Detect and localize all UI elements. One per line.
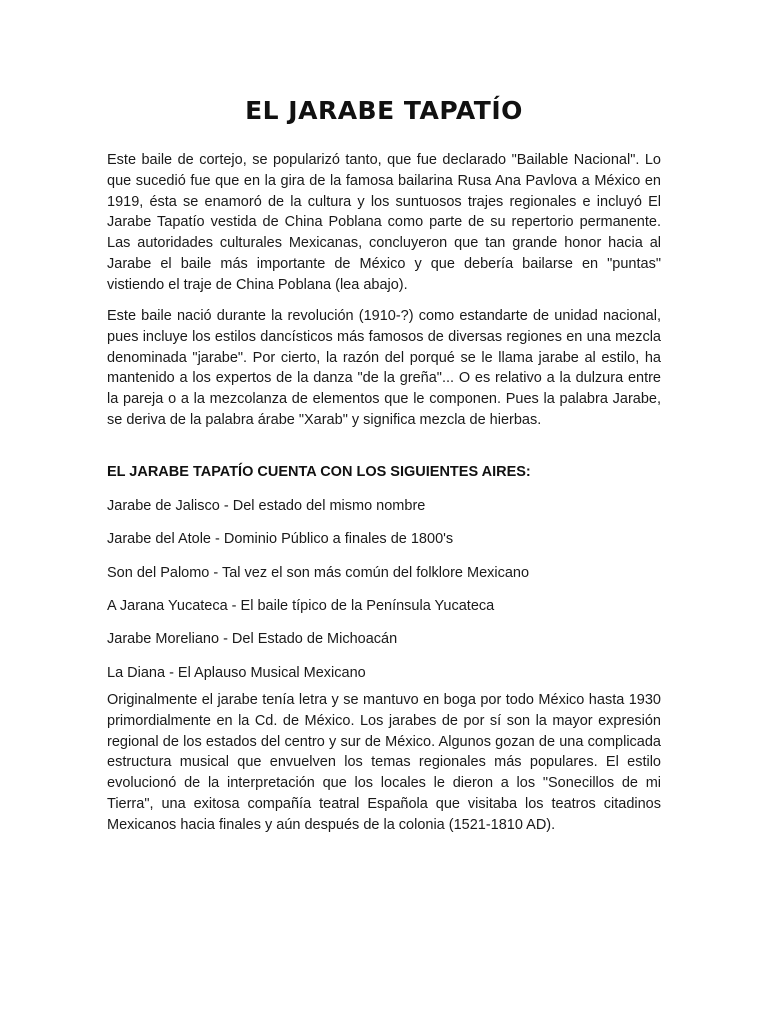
aire-item-la-diana: La Diana - El Aplauso Musical Mexicano: [107, 665, 366, 681]
paragraph-origin: Este baile nació durante la revolución (1910-?) como estandarte de unidad nacional, pues incluye los estilos dancísticos más famosos de diversas regiones en una mezcla denominada "jarabe". Por cierto, la razón del porqué se le llama jarabe al estilo, ha mantenido a los expertos de la danza "de la greña"... O es relativo a la dulzura entre la pareja o a la mezcolanza de elementos que le componen. Pues la palabra Jarabe, se deriva de la palabra árabe "Xarab" y significa mezcla de hierbas.: [107, 308, 661, 428]
paragraph-history: Originalmente el jarabe tenía letra y se mantuvo en boga por todo México hasta 1930 primordialmente en la Cd. de México. Los jarabes de por sí son la mayor expresión regional de los estados del centro y sur de México. Algunos gozan de una complicada estructura musical que envuelven los temas regionales más populares. El estilo evolucionó de la interpretación que los locales le dieron a los "Sonecillos de mi Tierra", una exitosa compañía teatral Española que visitaba los teatros citadinos Mexicanos hacia finales y aún después de la colonia (1521-1810 AD).: [107, 692, 661, 833]
aire-item-jarabe-de-jalisco: Jarabe de Jalisco - Del estado del mismo nombre: [107, 498, 426, 514]
aire-item-jarabe-del-atole: Jarabe del Atole - Dominio Público a finales de 1800's: [107, 531, 454, 547]
paragraph-intro: Este baile de cortejo, se popularizó tanto, que fue declarado "Bailable Nacional". Lo que sucedió fue que en la gira de la famosa bailarina Rusa Ana Pavlova a México en 1919, ésta se enamoró de la cultura y los suntuosos trajes regionales e incluyó El Jarabe Tapatío vestida de China Poblana como parte de su repertorio permanente. Las autoridades culturales Mexicanas, concluyeron que tan grande honor hacia al Jarabe el baile más importante de México y que debería bailarse en "puntas" vistiendo el traje de China Poblana (lea abajo).: [107, 152, 661, 293]
aire-item-jarana-yucateca: A Jarana Yucateca - El baile típico de la Península Yucateca: [107, 598, 495, 614]
aire-item-jarabe-moreliano: Jarabe Moreliano - Del Estado de Michoacán: [107, 631, 398, 647]
section-heading-aires: EL JARABE TAPATÍO CUENTA CON LOS SIGUIENTES AIRES:: [107, 464, 531, 480]
aire-item-son-del-palomo: Son del Palomo - Tal vez el son más común del folklore Mexicano: [107, 565, 530, 581]
document-title: EL JARABE TAPATÍO: [245, 96, 523, 125]
